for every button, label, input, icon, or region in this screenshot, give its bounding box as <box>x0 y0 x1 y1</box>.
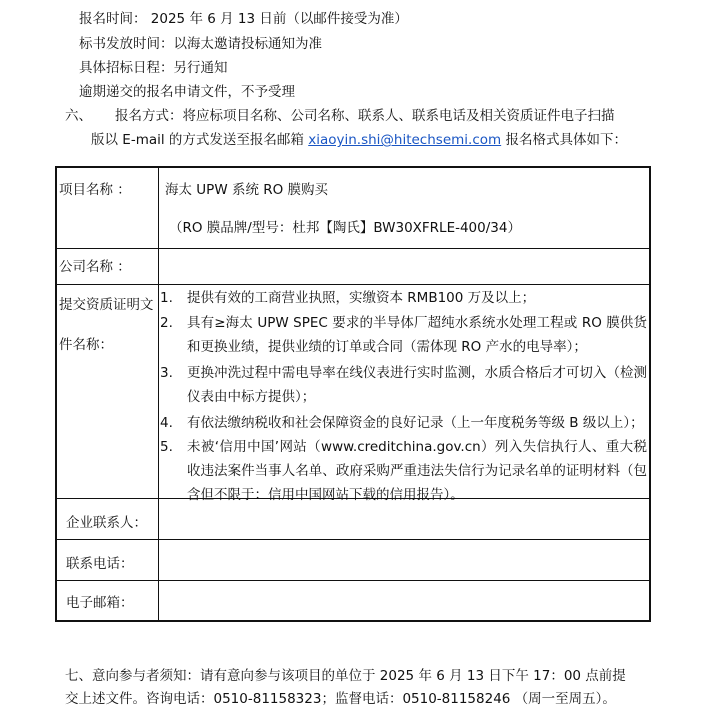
column-divider <box>158 249 159 284</box>
qualification-item-number: 4. <box>160 415 173 431</box>
document-distribution-time: 标书发放时间：以海太邀请投标通知为准 <box>79 36 322 52</box>
qualification-item-text: 更换冲洗过程中需电导率在线仪表进行实时监测，水质合格后才可切入（检测仪表由中标方提供）； <box>187 365 647 405</box>
contact-phone-row <box>57 540 649 581</box>
project-name-value: 海太 UPW 系统 RO 膜购买 <box>165 182 329 198</box>
company-name-label: 公司名称 ： <box>59 259 131 275</box>
qualification-label-line2: 件名称： <box>59 337 113 353</box>
registration-email-link[interactable]: xiaoyin.shi@hitechsemi.com <box>308 132 502 148</box>
registration-deadline: 报名时间： 2025 年 6 月 13 日前（以邮件接受为准） <box>79 11 408 27</box>
section-6-line2-after: 报名格式具体如下： <box>501 132 627 148</box>
column-divider <box>158 499 159 539</box>
overdue-notice: 逾期递交的报名申请文件，不予受理 <box>79 84 295 100</box>
qualification-item-number: 5. <box>160 439 173 455</box>
section-6-line2-before: 版以 E-mail 的方式发送至报名邮箱 <box>91 132 309 148</box>
column-divider <box>158 581 159 620</box>
qualification-label-line1: 提交资质证明文 <box>59 297 154 313</box>
section-6-number: 六、 <box>65 108 92 124</box>
registration-form-table <box>55 166 651 622</box>
qualification-list <box>160 285 647 503</box>
qualification-item-text: 提供有效的工商营业执照，实缴资本 RMB100 万及以上； <box>187 290 536 306</box>
contact-phone-label: 联系电话： <box>66 556 134 572</box>
contact-phone-input-cell[interactable] <box>165 540 645 580</box>
column-divider <box>158 168 159 248</box>
section-6-line1: 报名方式：将应标项目名称、公司名称、联系人、联系电话及相关资质证件电子扫描 <box>115 108 615 124</box>
bidding-schedule: 具体招标日程：另行通知 <box>79 60 228 76</box>
contact-person-row <box>57 499 649 540</box>
contact-person-label: 企业联系人： <box>66 515 147 531</box>
qualification-item-number: 2. <box>160 315 173 331</box>
column-divider <box>158 540 159 580</box>
email-label: 电子邮箱： <box>66 595 134 611</box>
project-name-row <box>57 168 649 249</box>
qualification-item-text: 未被‘信用中国’网站（www.creditchina.gov.cn）列入失信执行人、重大税收违法案件当事人名单、政府采购严重违法失信行为记录名单的证明材料（包含但不限于：信用中国网站下载的信用报告）。 <box>187 439 647 503</box>
contact-person-input-cell[interactable] <box>165 499 645 539</box>
section-7-line1: 七、意向参与者须知：请有意向参与该项目的单位于 2025 年 6 月 13 日下午 17：00 点前提 <box>65 668 626 684</box>
email-input-cell[interactable] <box>165 581 645 620</box>
email-row <box>57 581 649 620</box>
section-6-line2 <box>91 130 627 150</box>
qualification-item-text: 有依法缴纳税收和社会保障资金的良好记录（上一年度税务等级 B 级以上）； <box>187 415 644 431</box>
qualification-item-text: 具有≥海太 UPW SPEC 要求的半导体厂超纯水系统水处理工程或 RO 膜供货和更换业绩，提供业绩的订单或合同（需体现 RO 产水的电导率）； <box>187 315 647 355</box>
project-model-value: （RO 膜品牌/型号：杜邦【陶氏】BW30XFRLE-400/34） <box>169 220 521 236</box>
qualification-item-number: 1. <box>160 290 173 306</box>
qualification-row <box>57 285 649 503</box>
column-divider <box>158 285 159 498</box>
qualification-item-number: 3. <box>160 365 173 381</box>
company-name-input-cell[interactable] <box>165 249 645 284</box>
project-name-label: 项目名称 ： <box>59 182 131 198</box>
company-name-row <box>57 249 649 285</box>
section-7-line2: 交上述文件。咨询电话：0510-81158323；监督电话：0510-81158246 （周一至周五）。 <box>65 691 616 707</box>
